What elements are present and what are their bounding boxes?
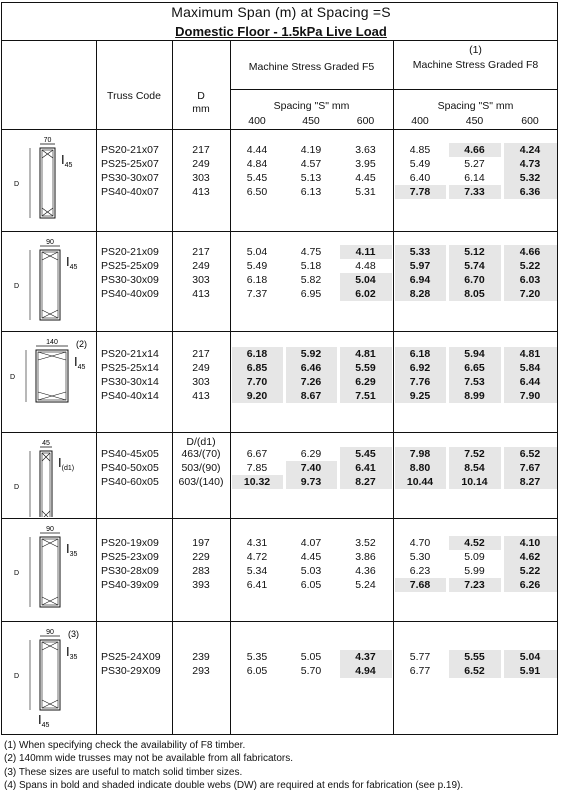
- chord-label-sub: 45: [77, 364, 86, 371]
- truss-code-cell: PS30-30x07: [101, 172, 159, 184]
- chord-label-main: I: [58, 455, 62, 470]
- span-value-cell: 4.45: [300, 551, 322, 563]
- truss-code-cell: PS40-50x05: [101, 462, 159, 474]
- truss-code-cell: PS25-24X09: [101, 651, 161, 663]
- span-value-cell: 4.52: [464, 537, 485, 549]
- f8-note: (1): [469, 44, 482, 56]
- chord-label-main: I: [66, 254, 70, 269]
- span-value-cell: 8.28: [409, 288, 431, 300]
- span-value-cell: 6.95: [300, 288, 322, 300]
- chord-label-sub: 35: [69, 551, 78, 558]
- span-value-cell: 6.05: [300, 579, 322, 591]
- depth-cell: 293: [192, 665, 210, 677]
- span-value-cell: 7.23: [464, 579, 485, 591]
- depth-label: D: [14, 673, 20, 680]
- truss-inner-outline: [42, 150, 53, 216]
- span-value-cell: 6.41: [246, 579, 268, 591]
- span-value-cell: 7.20: [519, 288, 541, 300]
- span-value-cell: 7.98: [409, 448, 431, 460]
- span-value-cell: 4.84: [246, 158, 268, 170]
- span-value-cell: 4.94: [355, 665, 376, 677]
- page-subtitle: Domestic Floor - 1.5kPa Live Load: [175, 24, 387, 39]
- span-value-cell: 4.36: [355, 565, 376, 577]
- span-value-cell: 4.45: [355, 172, 376, 184]
- depth-cell: 393: [192, 579, 210, 591]
- truss-code-cell: PS20-21x09: [101, 246, 159, 258]
- span-value-cell: 6.50: [246, 186, 268, 198]
- header-top-rule: [1, 40, 558, 41]
- span-value-cell: 4.70: [409, 537, 431, 549]
- span-value-cell: 5.45: [246, 172, 268, 184]
- footnote-1: (1) When specifying check the availability of F8 timber.: [4, 740, 246, 751]
- span-value-cell: 8.27: [519, 476, 541, 488]
- span-value-cell: 4.81: [355, 348, 376, 360]
- span-value-cell: 8.80: [409, 462, 431, 474]
- spacing-value: 600: [521, 115, 539, 127]
- span-value-cell: 3.63: [355, 144, 376, 156]
- span-value-cell: 4.31: [246, 537, 268, 549]
- span-value-cell: 8.54: [464, 462, 485, 474]
- span-value-cell: 6.67: [246, 448, 268, 460]
- span-value-cell: 5.13: [300, 172, 322, 184]
- spacing-value: 400: [248, 115, 266, 127]
- truss-section-diagram: [2, 433, 96, 517]
- span-value-cell: 5.04: [355, 274, 376, 286]
- truss-code-cell: PS40-39x09: [101, 579, 159, 591]
- truss-code-cell: PS25-25x07: [101, 158, 159, 170]
- f8-header: Machine Stress Graded F8: [412, 59, 539, 71]
- span-value-cell: 5.33: [409, 246, 431, 258]
- span-value-cell: 4.62: [519, 551, 541, 563]
- span-value-cell: 9.25: [409, 390, 431, 402]
- truss-code-cell: PS30-30x09: [101, 274, 159, 286]
- span-value-cell: 5.84: [519, 362, 541, 374]
- width-label: 140: [46, 339, 58, 346]
- span-value-cell: 5.99: [464, 565, 485, 577]
- span-value-cell: 6.29: [300, 448, 322, 460]
- span-value-cell: 3.86: [355, 551, 376, 563]
- span-value-cell: 8.05: [464, 288, 485, 300]
- span-value-cell: 5.09: [464, 551, 485, 563]
- span-value-cell: 7.85: [246, 462, 268, 474]
- truss-inner-outline: [42, 252, 58, 318]
- d-header: D: [197, 90, 205, 102]
- span-value-cell: 5.18: [300, 260, 322, 272]
- truss-inner-outline: [38, 352, 66, 400]
- truss-code-cell: PS25-25x14: [101, 362, 159, 374]
- span-value-cell: 5.35: [246, 651, 268, 663]
- chord-label: [61, 152, 73, 169]
- span-value-cell: 6.03: [519, 274, 541, 286]
- chord-label-main: I: [61, 152, 65, 167]
- span-value-cell: 6.41: [355, 462, 376, 474]
- span-value-cell: 5.24: [355, 579, 376, 591]
- span-value-cell: 5.92: [300, 348, 322, 360]
- chord-label-sub: 45: [64, 162, 73, 169]
- truss-code-cell: PS20-21x07: [101, 144, 159, 156]
- depth-cell: 249: [192, 362, 210, 374]
- truss-code-cell: PS25-25x09: [101, 260, 159, 272]
- span-value-cell: 5.91: [519, 665, 541, 677]
- diagram-note: (2): [76, 339, 87, 349]
- span-value-cell: 4.44: [246, 144, 268, 156]
- span-value-cell: 8.67: [300, 390, 322, 402]
- depth-label: D: [14, 570, 20, 577]
- depth-cell: 249: [192, 158, 210, 170]
- header-mid-rule: [230, 89, 558, 90]
- span-value-cell: 7.78: [409, 186, 431, 198]
- span-value-cell: 5.59: [355, 362, 376, 374]
- span-value-cell: 4.73: [519, 158, 541, 170]
- depth-cell: 217: [192, 246, 210, 258]
- span-value-cell: 4.72: [246, 551, 268, 563]
- chord-label-sub: (d1): [61, 465, 75, 472]
- span-value-cell: 5.22: [519, 565, 541, 577]
- span-value-cell: 6.18: [409, 348, 431, 360]
- span-value-cell: 5.74: [464, 260, 485, 272]
- depth-label: D: [14, 181, 20, 188]
- span-value-cell: 6.26: [519, 579, 541, 591]
- depth-label: D: [10, 374, 16, 381]
- truss-outline: [40, 537, 60, 607]
- span-value-cell: 10.14: [461, 476, 488, 488]
- span-value-cell: 6.23: [409, 565, 431, 577]
- span-value-cell: 6.65: [464, 362, 485, 374]
- span-value-cell: 5.04: [519, 651, 541, 663]
- span-value-cell: 5.27: [464, 158, 485, 170]
- span-value-cell: 5.04: [246, 246, 268, 258]
- span-value-cell: 4.48: [355, 260, 376, 272]
- f5-header: Machine Stress Graded F5: [248, 61, 375, 73]
- span-value-cell: 6.52: [519, 448, 541, 460]
- span-value-cell: 5.31: [355, 186, 376, 198]
- truss-code-cell: PS40-40x14: [101, 390, 159, 402]
- truss-section-diagram: [2, 130, 96, 230]
- span-value-cell: 5.94: [464, 348, 485, 360]
- width-label: 90: [46, 239, 54, 246]
- span-value-cell: 6.13: [300, 186, 322, 198]
- depth-cell: 503/(90): [181, 462, 221, 474]
- truss-inner-outline: [42, 539, 58, 605]
- span-value-cell: 7.26: [300, 376, 322, 388]
- truss-code-header: Truss Code: [107, 90, 161, 102]
- span-value-cell: 4.07: [300, 537, 322, 549]
- chord-label: [66, 254, 78, 271]
- span-value-cell: 5.49: [409, 158, 431, 170]
- truss-code-cell: PS25-23x09: [101, 551, 159, 563]
- footnote-4: (4) Spans in bold and shaded indicate double webs (DW) are required at ends for fabrication (see p.19).: [4, 780, 464, 791]
- span-value-cell: 7.53: [464, 376, 485, 388]
- span-value-cell: 4.11: [355, 246, 376, 258]
- truss-code-cell: PS40-40x07: [101, 186, 159, 198]
- chord-label: [58, 455, 74, 472]
- chord-label: [66, 541, 78, 558]
- span-value-cell: 4.19: [300, 144, 322, 156]
- span-value-cell: 7.68: [409, 579, 431, 591]
- span-value-cell: 6.52: [464, 665, 485, 677]
- span-value-cell: 6.92: [409, 362, 431, 374]
- span-value-cell: 4.85: [409, 144, 431, 156]
- truss-code-cell: PS20-19x09: [101, 537, 159, 549]
- span-value-cell: 6.46: [300, 362, 322, 374]
- truss-section-diagram: [2, 232, 96, 330]
- col-rule-code: [96, 40, 97, 735]
- span-value-cell: 4.75: [300, 246, 322, 258]
- width-label: 90: [46, 629, 54, 636]
- span-value-cell: 6.05: [246, 665, 268, 677]
- span-value-cell: 9.20: [246, 390, 268, 402]
- span-value-cell: 6.44: [519, 376, 541, 388]
- span-value-cell: 5.49: [246, 260, 268, 272]
- chord-label-main: I: [66, 541, 70, 556]
- depth-cell: 303: [192, 376, 210, 388]
- span-value-cell: 4.66: [464, 144, 485, 156]
- span-value-cell: 6.77: [409, 665, 431, 677]
- chord-label-sub: 45: [69, 264, 78, 271]
- chord-label-main: I: [74, 354, 78, 369]
- width-label: 45: [42, 440, 50, 447]
- span-value-cell: 4.57: [300, 158, 322, 170]
- span-value-cell: 10.44: [406, 476, 434, 488]
- page-title: Maximum Span (m) at Spacing =S: [171, 4, 391, 20]
- depth-cell: 217: [192, 348, 210, 360]
- spacing-value: 450: [465, 115, 484, 127]
- span-value-cell: 5.55: [464, 651, 485, 663]
- depth-label: D: [14, 484, 20, 491]
- span-value-cell: 7.67: [519, 462, 541, 474]
- truss-outline: [40, 250, 60, 320]
- span-value-cell: 6.29: [355, 376, 376, 388]
- depth-cell: 197: [192, 537, 210, 549]
- span-value-cell: 3.95: [355, 158, 376, 170]
- span-value-cell: 7.70: [246, 376, 268, 388]
- f5-spacing-header: Spacing "S" mm: [273, 100, 350, 112]
- span-value-cell: 6.85: [246, 362, 268, 374]
- depth-cell: 413: [192, 390, 210, 402]
- span-value-cell: 7.33: [464, 186, 485, 198]
- truss-outline: [40, 640, 60, 710]
- span-value-cell: 9.73: [300, 476, 322, 488]
- span-value-cell: 5.12: [464, 246, 485, 258]
- truss-inner-outline: [42, 453, 50, 517]
- truss-code-cell: PS30-30x14: [101, 376, 159, 388]
- truss-code-cell: PS20-21x14: [101, 348, 159, 360]
- depth-cell: 239: [192, 651, 210, 663]
- span-value-cell: 5.03: [300, 565, 322, 577]
- chord-label-2: [38, 712, 50, 729]
- span-value-cell: 3.52: [355, 537, 376, 549]
- d-unit-header: mm: [192, 103, 210, 115]
- width-label: 90: [46, 526, 54, 533]
- span-value-cell: 7.37: [246, 288, 268, 300]
- truss-outline: [36, 350, 68, 402]
- span-value-cell: 7.40: [300, 462, 322, 474]
- chord-label-2-sub: 45: [41, 722, 50, 729]
- depth-cell: 603/(140): [178, 476, 224, 488]
- span-value-cell: 5.70: [300, 665, 322, 677]
- span-value-cell: 5.97: [409, 260, 431, 272]
- span-value-cell: 8.99: [464, 390, 485, 402]
- span-value-cell: 6.14: [464, 172, 485, 184]
- span-value-cell: 4.37: [355, 651, 376, 663]
- depth-cell: 283: [192, 565, 210, 577]
- truss-code-cell: PS40-60x05: [101, 476, 159, 488]
- chord-label-sub: 35: [69, 654, 78, 661]
- footnote-2: (2) 140mm wide trusses may not be available from all fabricators.: [4, 753, 294, 764]
- span-value-cell: 10.32: [243, 476, 271, 488]
- span-value-cell: 6.40: [409, 172, 431, 184]
- depth-cell: 303: [192, 274, 210, 286]
- truss-code-cell: PS30-29X09: [101, 665, 161, 677]
- chord-label-2-main: I: [38, 712, 42, 727]
- depth-cell: 229: [192, 551, 210, 563]
- footnote-3: (3) These sizes are useful to match solid timber sizes.: [4, 767, 243, 778]
- span-value-cell: 6.18: [246, 348, 268, 360]
- spacing-value: 400: [411, 115, 429, 127]
- diagram-note: (3): [68, 629, 79, 639]
- span-value-cell: 7.76: [409, 376, 431, 388]
- truss-section-diagram: [2, 519, 96, 620]
- span-value-cell: 5.77: [409, 651, 431, 663]
- span-value-cell: 5.45: [355, 448, 376, 460]
- depth-cell: 413: [192, 288, 210, 300]
- depth-cell: 303: [192, 172, 210, 184]
- span-value-cell: 8.27: [355, 476, 376, 488]
- span-value-cell: 5.32: [519, 172, 541, 184]
- truss-section-diagram: [2, 622, 96, 734]
- span-value-cell: 7.51: [355, 390, 376, 402]
- span-value-cell: 4.10: [519, 537, 541, 549]
- span-value-cell: 5.05: [300, 651, 322, 663]
- span-value-cell: 6.70: [464, 274, 485, 286]
- spacing-value: 600: [356, 115, 375, 127]
- span-value-cell: 7.90: [519, 390, 541, 402]
- span-value-cell: 4.81: [519, 348, 541, 360]
- width-label: 70: [43, 137, 52, 144]
- truss-code-cell: PS30-28x09: [101, 565, 159, 577]
- span-value-cell: 7.52: [464, 448, 485, 460]
- chord-label-main: I: [66, 644, 70, 659]
- span-value-cell: 5.82: [300, 274, 322, 286]
- chord-label: [74, 354, 86, 371]
- span-value-cell: 6.02: [355, 288, 376, 300]
- truss-code-cell: PS40-45x05: [101, 448, 159, 460]
- span-value-cell: 5.34: [246, 565, 268, 577]
- truss-inner-outline: [42, 642, 58, 708]
- f8-spacing-header: Spacing "S" mm: [437, 100, 514, 112]
- depth-cell: 217: [192, 144, 210, 156]
- depth-cell: 413: [192, 186, 210, 198]
- span-value-cell: 5.22: [519, 260, 541, 272]
- span-value-cell: 5.30: [409, 551, 431, 563]
- span-value-cell: 6.36: [519, 186, 541, 198]
- span-value-cell: 6.18: [246, 274, 268, 286]
- span-value-cell: 4.66: [519, 246, 541, 258]
- depth-label: D: [14, 283, 20, 290]
- depth-cell: 463/(70): [181, 448, 221, 460]
- truss-section-diagram: [2, 332, 96, 431]
- chord-label: [66, 644, 78, 661]
- span-value-cell: 6.94: [409, 274, 431, 286]
- truss-code-cell: PS40-40x09: [101, 288, 159, 300]
- span-value-cell: 4.24: [519, 144, 541, 156]
- d-d1-header: D/(d1): [186, 436, 216, 448]
- depth-cell: 249: [192, 260, 210, 272]
- spacing-value: 450: [302, 115, 320, 127]
